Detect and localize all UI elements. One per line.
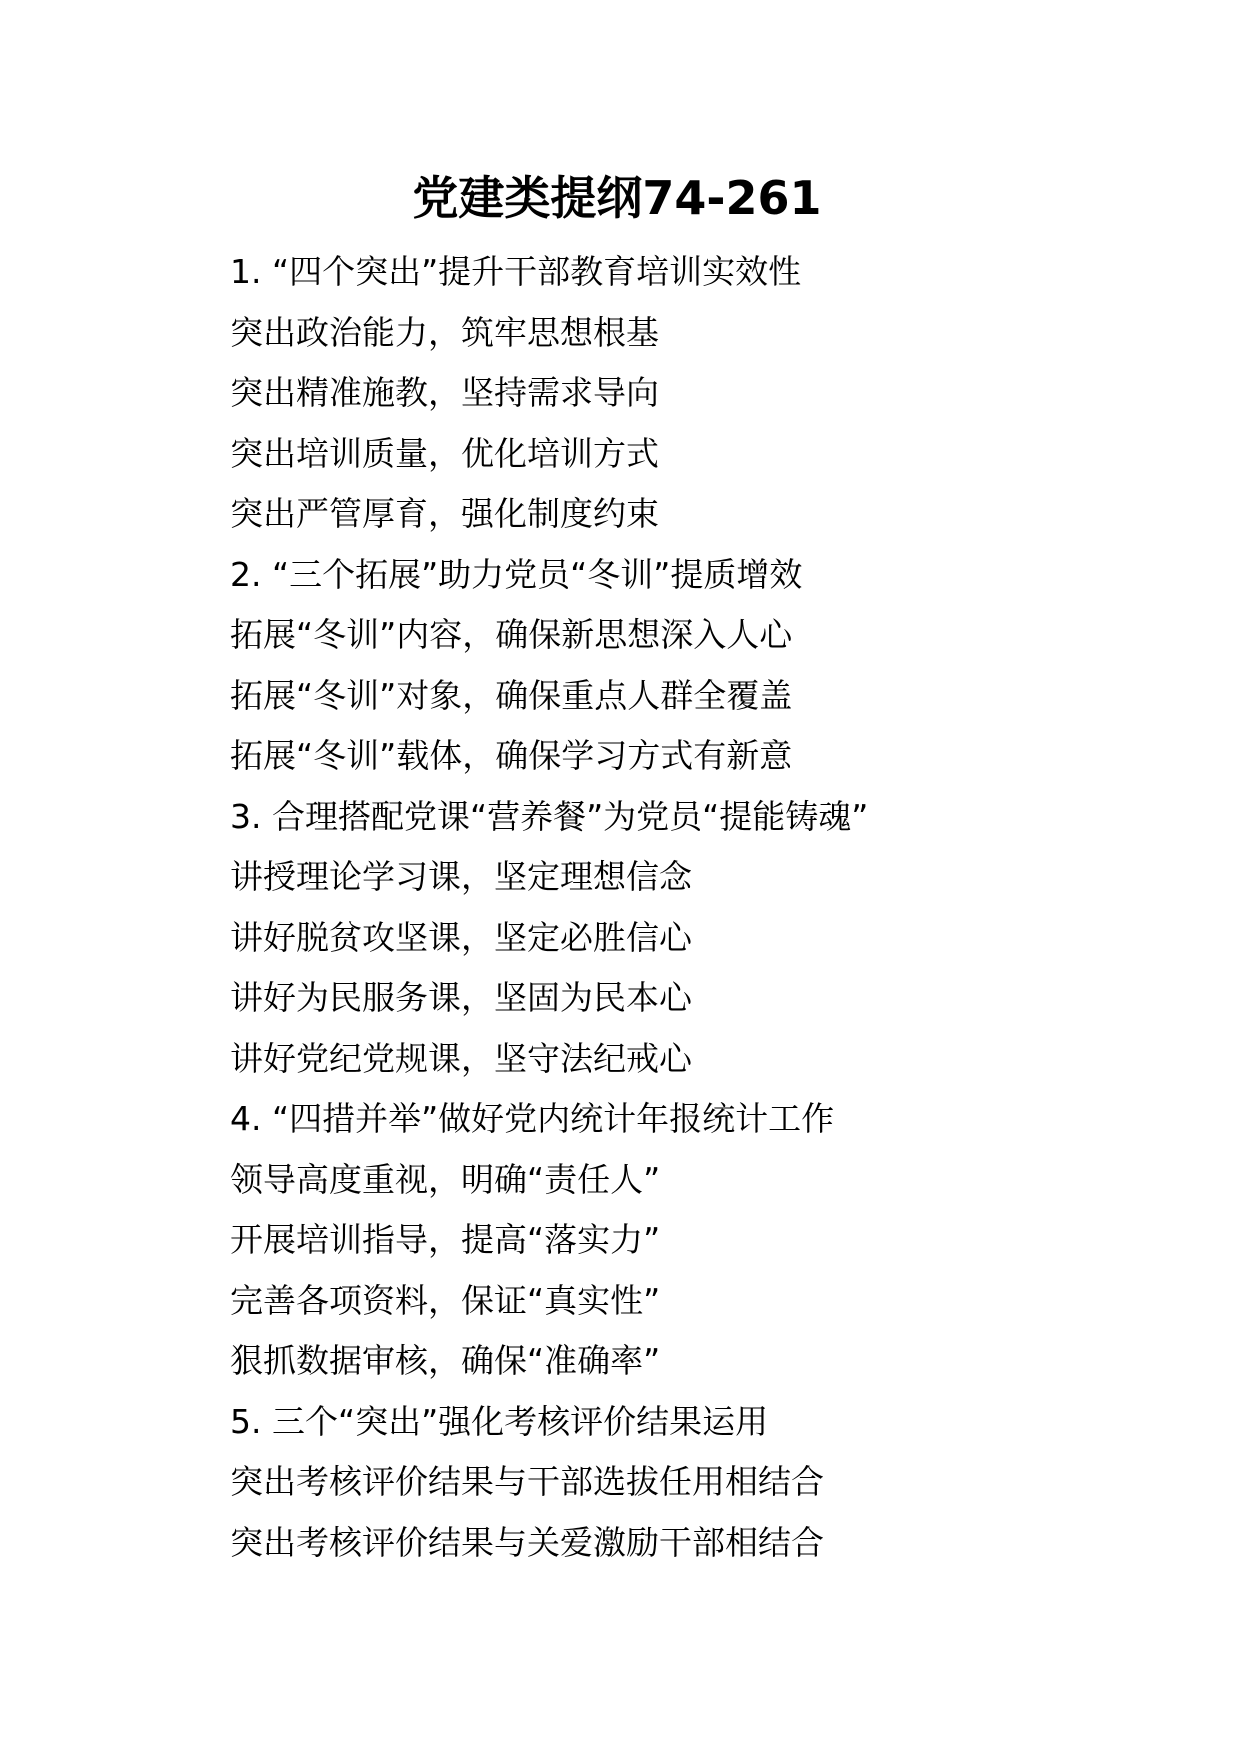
document-title: 党建类提纲74-261 xyxy=(412,171,822,225)
section-heading-4: 4. “四措并举”做好党内统计年报统计工作 xyxy=(230,1099,835,1138)
document-body xyxy=(230,242,1190,1573)
section-heading-2: 2. “三个拓展”助力党员“冬训”提质增效 xyxy=(230,554,803,594)
text-line: 拓展“冬训”载体，确保学习方式有新意 xyxy=(230,736,793,775)
text-line: 拓展“冬训”内容，确保新思想深入人心 xyxy=(230,615,793,654)
text-line: 突出政治能力，筑牢思想根基 xyxy=(230,312,659,352)
text-line: 讲好党纪党规课，坚守法纪戒心 xyxy=(230,1038,692,1078)
text-line: 讲好为民服务课，坚固为民本心 xyxy=(230,978,692,1017)
text-line: 突出严管厚育，强化制度约束 xyxy=(230,494,659,533)
text-line: 讲好脱贫攻坚课，坚定必胜信心 xyxy=(230,917,692,957)
text-line: 拓展“冬训”对象，确保重点人群全覆盖 xyxy=(230,675,793,715)
text-line: 突出精准施教，坚持需求导向 xyxy=(230,373,659,412)
text-line: 突出培训质量，优化培训方式 xyxy=(230,433,659,473)
text-line: 领导高度重视，明确“责任人” xyxy=(230,1159,661,1199)
text-line: 开展培训指导，提高“落实力” xyxy=(230,1220,661,1259)
section-heading-5: 5. 三个“突出”强化考核评价结果运用 xyxy=(230,1401,769,1441)
text-line: 完善各项资料，保证“真实性” xyxy=(230,1280,661,1320)
text-line: 讲授理论学习课，坚定理想信念 xyxy=(230,857,692,896)
section-heading-3: 3. 合理搭配党课“营养餐”为党员“提能铸魂” xyxy=(230,796,869,836)
text-line: 狠抓数据审核，确保“准确率” xyxy=(230,1341,661,1380)
text-line: 突出考核评价结果与干部选拔任用相结合 xyxy=(230,1462,824,1501)
text-line: 突出考核评价结果与关爱激励干部相结合 xyxy=(230,1522,824,1562)
section-heading-1: 1. “四个突出”提升干部教育培训实效性 xyxy=(230,252,802,291)
